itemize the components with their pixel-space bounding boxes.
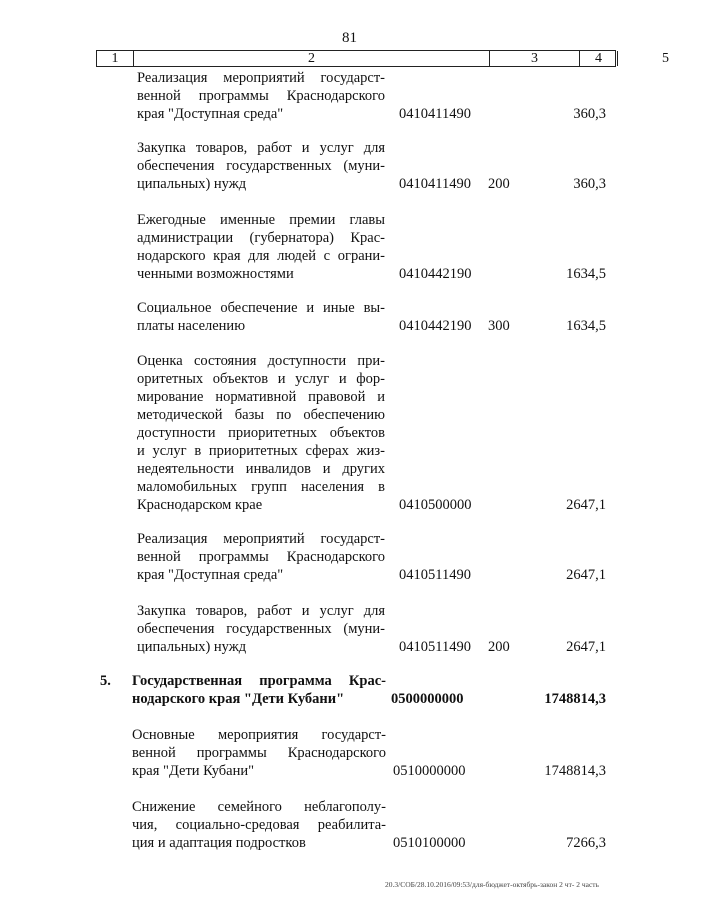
row-name-line: платы населению (137, 318, 246, 334)
row-name-line: Закупка товаров, работ и услуг для (137, 603, 385, 619)
row-name (137, 211, 385, 283)
header-col-5: 5 (617, 51, 713, 66)
row-code: 0410442190 (399, 318, 472, 334)
row-name-line: обеспечения государственных (муни- (137, 621, 385, 637)
row-number: 5. (100, 673, 111, 689)
page-number: 81 (342, 30, 357, 46)
row-name-line: Социальное обеспечение и иные вы- (137, 300, 385, 316)
row-name-line: Закупка товаров, работ и услуг для (137, 140, 385, 156)
row-code: 0410411490 (399, 106, 471, 122)
row-name-line: Реализация мероприятий государст- (137, 531, 385, 547)
row-name-line: Основные мероприятия государст- (132, 727, 386, 743)
row-expense-type: 200 (488, 639, 510, 655)
row-amount: 1748814,3 (544, 691, 606, 707)
row-name-line: и услуг в приоритетных сферах жиз- (137, 443, 385, 459)
row-amount: 1748814,3 (544, 763, 606, 779)
row-name-line: Оценка состояния доступности при- (137, 353, 385, 369)
row-name-line: администрации (губернатора) Крас- (137, 230, 385, 246)
row-name-line: ция и адаптация подростков (132, 835, 306, 851)
row-name (132, 672, 386, 708)
row-amount: 2647,1 (566, 567, 606, 583)
row-amount: 1634,5 (566, 318, 606, 334)
footer-stamp: 20.3/СОБ/28.10.2016/09:53/для-бюджет-октябрь-закон 2 чт- 2 часть (385, 880, 599, 889)
row-name-line: ципальных) нужд (137, 639, 247, 655)
row-name (132, 726, 386, 780)
row-expense-type: 200 (488, 176, 510, 192)
row-amount: 7266,3 (566, 835, 606, 851)
row-name-line: чия, социально-средовая реабилита- (132, 817, 386, 833)
header-col-1: 1 (111, 51, 119, 66)
header-col-3: 3 (489, 51, 579, 66)
row-name-line: Краснодарском крае (137, 497, 263, 513)
row-name-line: венной программы Краснодарского (132, 745, 386, 761)
row-code: 0410500000 (399, 497, 472, 513)
row-name (137, 299, 385, 335)
row-amount: 2647,1 (566, 639, 606, 655)
row-name-line: венной программы Краснодарского (137, 88, 385, 104)
row-name-line: Снижение семейного неблагополу- (132, 799, 386, 815)
row-name-line: Государственная программа Крас- (132, 673, 386, 689)
row-code: 0410442190 (399, 266, 472, 282)
row-code: 0410411490 (399, 176, 471, 192)
row-name-line: мирование нормативной правовой и (137, 389, 385, 405)
row-code: 0510000000 (393, 763, 466, 779)
row-name (137, 530, 385, 584)
row-name-line: ченными возможностями (137, 266, 294, 282)
row-code: 0500000000 (391, 691, 464, 707)
row-code: 0410511490 (399, 567, 471, 583)
row-code: 0510100000 (393, 835, 466, 851)
row-name-line: края "Дети Кубани" (132, 763, 255, 779)
row-name (137, 352, 385, 514)
row-name (137, 602, 385, 656)
row-name-line: ципальных) нужд (137, 176, 247, 192)
row-amount: 360,3 (573, 106, 606, 122)
row-expense-type: 300 (488, 318, 510, 334)
table-header-row (96, 50, 669, 67)
row-name-line: Реализация мероприятий государст- (137, 70, 385, 86)
header-col-2: 2 (133, 51, 489, 66)
row-amount: 360,3 (573, 176, 606, 192)
row-name-line: доступности приоритетных объектов (137, 425, 385, 441)
row-name-line: маломобильных групп населения в (137, 479, 385, 495)
row-code: 0410511490 (399, 639, 471, 655)
row-name-line: обеспечения государственных (муни- (137, 158, 385, 174)
row-name-line: края "Доступная среда" (137, 106, 284, 122)
header-col-4: 4 (579, 51, 617, 66)
row-name-line: нодарского края для людей с ограни- (137, 248, 385, 264)
row-name-line: недеятельности инвалидов и других (137, 461, 385, 477)
row-name (137, 139, 385, 193)
row-amount: 1634,5 (566, 266, 606, 282)
row-name-line: оритетных объектов и услуг и фор- (137, 371, 385, 387)
row-amount: 2647,1 (566, 497, 606, 513)
row-name (132, 798, 386, 852)
row-name-line: края "Доступная среда" (137, 567, 284, 583)
row-name-line: венной программы Краснодарского (137, 549, 385, 565)
row-name (137, 69, 385, 123)
row-name-line: методической базы по обеспечению (137, 407, 385, 423)
row-name-line: Ежегодные именные премии главы (137, 212, 385, 228)
row-name-line: нодарского края "Дети Кубани" (132, 691, 345, 707)
